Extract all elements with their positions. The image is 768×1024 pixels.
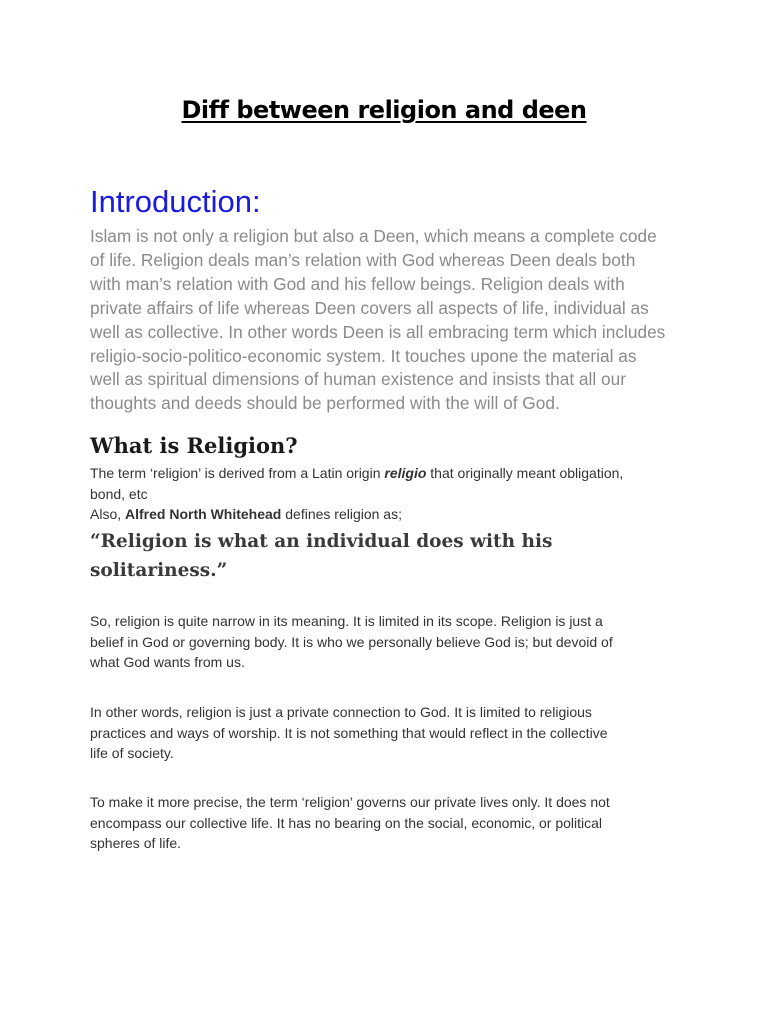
private-lives-paragraph	[90, 792, 680, 854]
para-line: encompass our collective life. It has no bearing on the social, economic, or political	[90, 814, 603, 831]
para-line: life of society.	[90, 745, 174, 761]
para-line: spheres of life.	[90, 835, 182, 851]
intro-line: Islam is not only a religion but also a Deen, which means a complete code	[90, 226, 657, 246]
whitehead-quote	[90, 527, 690, 585]
private-connection-paragraph	[90, 702, 680, 764]
quote-line: solitariness.”	[90, 560, 228, 581]
quote-line: “Religion is what an individual does with his	[90, 531, 553, 552]
intro-line: of life. Religion deals man’s relation with God whereas Deen deals both	[90, 249, 636, 270]
religion-section-heading: What is Religion?	[90, 433, 298, 458]
para-line: To make it more precise, the term ‘religion’ governs our private lives only. It does not	[90, 794, 610, 810]
intro-line: well as collective. In other words Deen is all embracing term which includes	[90, 321, 666, 342]
introduction-paragraph	[90, 225, 690, 416]
para-line: belief in God or governing body. It is who we personally believe God is; but devoid of	[90, 633, 613, 650]
also-text-post: defines religion as;	[281, 506, 402, 522]
narrow-meaning-paragraph	[90, 611, 680, 673]
document-title: Diff between religion and deen	[181, 96, 587, 124]
para-line: In other words, religion is just a private connection to God. It is limited to religious	[90, 704, 592, 720]
para-line: what God wants from us.	[90, 654, 245, 670]
origin-text-pre: The term ‘religion’ is derived from a Latin origin	[90, 465, 385, 481]
origin-text-post: that originally meant obligation,	[426, 465, 624, 481]
para-line: practices and ways of worship. It is not something that would reflect in the collective	[90, 724, 608, 741]
author-name: Alfred North Whitehead	[125, 506, 282, 522]
para-line: So, religion is quite narrow in its meaning. It is limited in its scope. Religion is just a	[90, 613, 603, 629]
also-text-pre: Also,	[90, 506, 126, 522]
intro-line: well as spiritual dimensions of human existence and insists that all our	[90, 369, 626, 390]
intro-line: with man’s relation with God and his fellow beings. Religion deals with	[90, 273, 625, 294]
introduction-heading: Introduction:	[90, 184, 261, 219]
intro-line: thoughts and deeds should be performed with the will of God.	[90, 393, 560, 414]
intro-line: private affairs of life whereas Deen covers all aspects of life, individual as	[90, 297, 649, 318]
intro-line: religio-socio-politico-economic system. It touches upone the material as	[90, 345, 637, 366]
religion-origin-paragraph	[90, 463, 680, 525]
latin-term: religio	[384, 465, 427, 481]
origin-line	[90, 463, 680, 484]
also-line	[90, 504, 680, 525]
origin-line-2: bond, etc	[90, 485, 148, 502]
